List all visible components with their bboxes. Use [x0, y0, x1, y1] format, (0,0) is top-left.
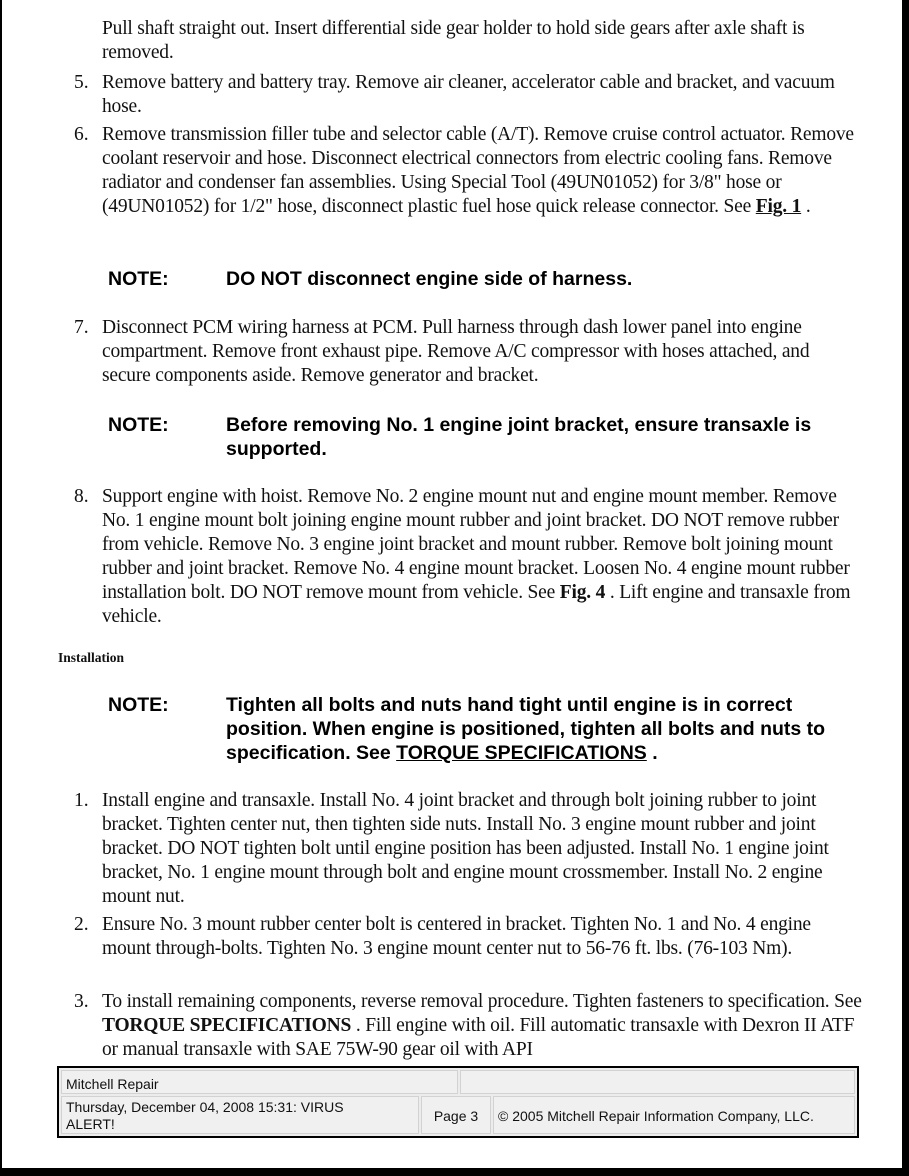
fig-4-link[interactable]: Fig. 4: [559, 582, 606, 603]
note-label: NOTE:: [108, 414, 169, 436]
page-footer: [57, 1066, 859, 1138]
step-7-text: Disconnect PCM wiring harness at PCM. Pull harness through dash lower panel into engine compartment. Remove front exhaust pipe. Remove A/C compressor with hoses attached, and secure components aside. Remove generator and bracket.: [102, 317, 810, 386]
install-step-1-text: Install engine and transaxle. Install No. 4 joint bracket and through bolt joining rubber to joint bracket. Tighten center nut, then tighten side nuts. Install No. 3 engine mount rubber and joint bracket. DO NOT tighten bolt until engine position has been adjusted. Install No. 1 engine joint bracket, No. 1 engine mount through bolt and engine mount crossmember. Install No. 2 engine mount nut.: [102, 790, 829, 907]
step-number: 6.: [74, 124, 89, 145]
footer-page-number: Page 3: [421, 1096, 491, 1134]
step-text: .: [801, 196, 811, 217]
note-text: [226, 693, 866, 765]
fig-1-link[interactable]: Fig. 1: [755, 196, 802, 217]
step-number: 2.: [74, 914, 89, 935]
step-text: Support engine with hoist. Remove No. 2 engine mount nut and engine mount member. Remove No. 1 engine mount bolt joining engine mount rubber and joint bracket. DO NOT remove rubber from vehicle. Remove No. 3 engine joint bracket and mount rubber. Remove bolt joining mount rubber and joint bracket. Remove No. 4 engine mount bracket. Loosen No. 4 engine mount rubber installation bolt. DO NOT remove mount from vehicle. See: [102, 486, 850, 603]
step-text: To install remaining components, reverse removal procedure. Tighten fasteners to specification. See: [102, 991, 862, 1012]
step-8-text: [102, 485, 862, 629]
note-text-part: Tighten all bolts and nuts hand tight until engine is in correct position. When engine is positioned, tighten all bolts and nuts to specification. See: [226, 694, 826, 764]
note-label: NOTE:: [108, 694, 169, 716]
step-number: 7.: [74, 317, 89, 338]
step-text: . Lift engine and transaxle from vehicle.: [102, 582, 851, 627]
note-text-part: .: [646, 742, 658, 764]
install-step-2-text: Ensure No. 3 mount rubber center bolt is centered in bracket. Tighten No. 1 and No. 4 engine mount through-bolts. Tighten No. 3 engine mount center nut to 56-76 ft. lbs. (76-103 Nm).: [102, 914, 811, 959]
step-text: . Fill engine with oil. Fill automatic transaxle with Dexron II ATF or manual transaxle with SAE 75W-90 gear oil with API: [102, 1015, 855, 1060]
step-number: 3.: [74, 991, 89, 1012]
torque-specifications-link[interactable]: TORQUE SPECIFICATIONS: [102, 1015, 352, 1036]
torque-specifications-link[interactable]: TORQUE SPECIFICATIONS: [396, 742, 647, 764]
step-text: Remove transmission filler tube and selector cable (A/T). Remove cruise control actuator. Remove coolant reservoir and hose. Disconnect electrical connectors from electric cooling fans. Remove radiator and condenser fan assemblies. Using Special Tool (49UN01052) for 3/8" hose or (49UN01052) for 1/2" hose, disconnect plastic fuel hose quick release connector. See: [102, 124, 854, 217]
step-number: 8.: [74, 486, 89, 507]
footer-top-right: [460, 1070, 855, 1094]
footer-date-line: ALERT!: [66, 1116, 115, 1132]
step-number: 1.: [74, 790, 89, 811]
note-text: Before removing No. 1 engine joint bracket, ensure transaxle is supported.: [226, 414, 812, 460]
footer-date: [61, 1096, 419, 1134]
step-4-continuation: Pull shaft straight out. Insert differential side gear holder to hold side gears after axle shaft is removed.: [102, 18, 805, 63]
install-step-3-text: [102, 990, 862, 1062]
document-page: [2, 0, 902, 1168]
footer-date-line: Thursday, December 04, 2008 15:31: VIRUS: [66, 1099, 344, 1115]
step-6-text: [102, 123, 862, 219]
section-heading-installation: Installation: [58, 650, 125, 665]
footer-copyright: © 2005 Mitchell Repair Information Company, LLC.: [493, 1096, 855, 1134]
footer-publisher: Mitchell Repair: [61, 1070, 458, 1094]
step-5-text: Remove battery and battery tray. Remove air cleaner, accelerator cable and bracket, and vacuum hose.: [102, 72, 835, 117]
note-text: DO NOT disconnect engine side of harness.: [226, 268, 633, 290]
step-number: 5.: [74, 72, 89, 93]
note-label: NOTE:: [108, 268, 169, 290]
